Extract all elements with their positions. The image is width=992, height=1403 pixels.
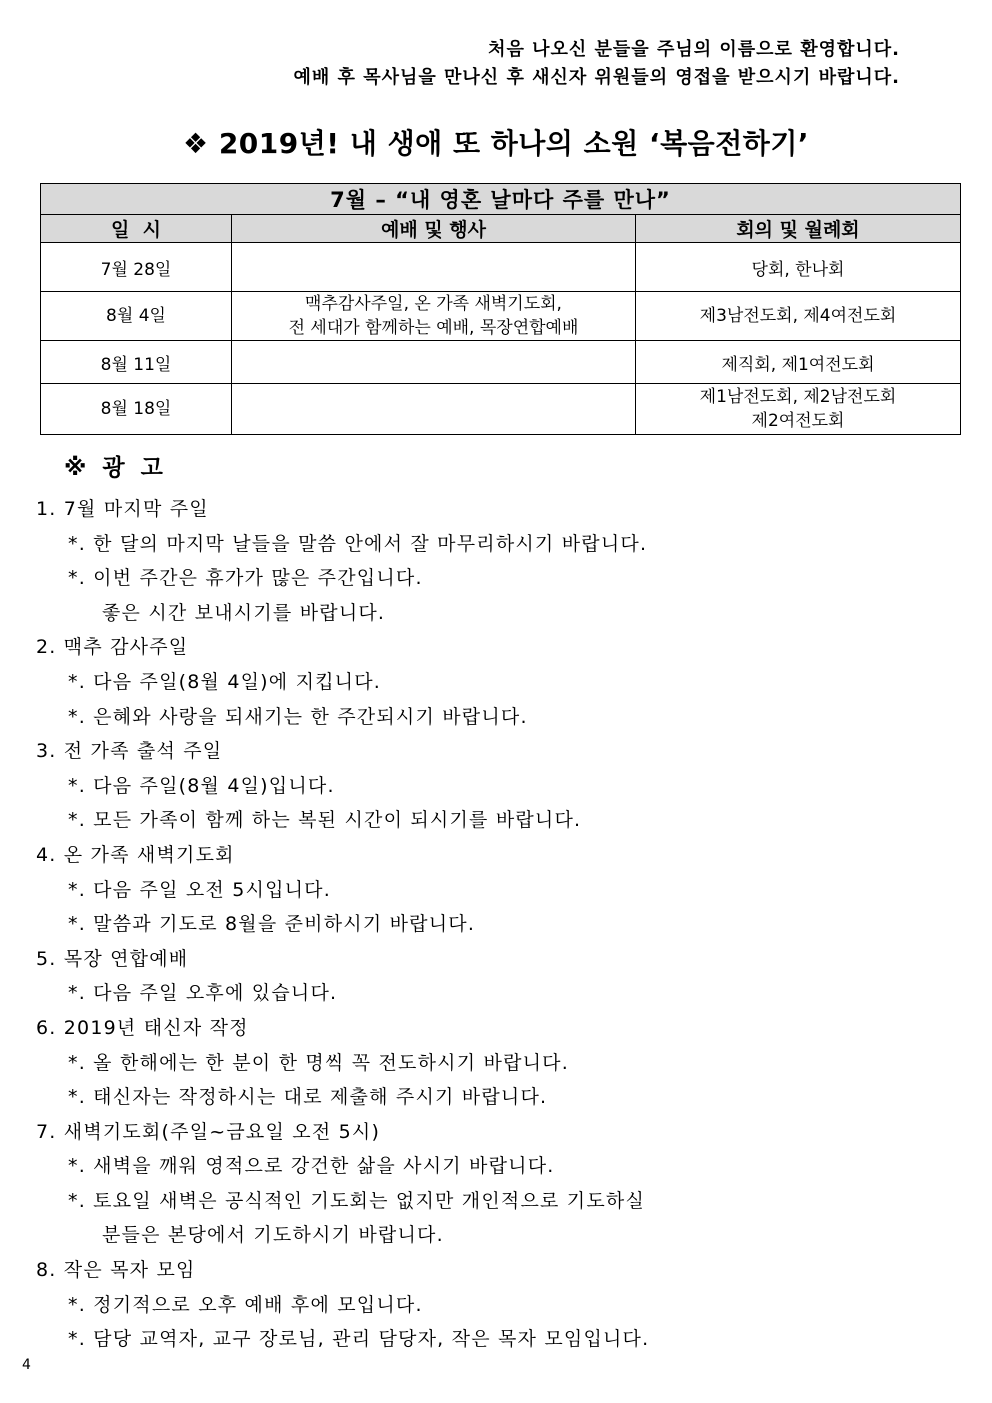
row-meeting: 당회, 한나회 [636, 243, 961, 292]
header-meeting: 회의 및 월례회 [636, 215, 961, 243]
announcements-heading: ※ 광 고 [64, 455, 167, 481]
row-meeting: 제3남전도회, 제4여전도회 [636, 292, 961, 341]
announcement-title: 2. 맥추 감사주일 [36, 636, 189, 659]
announcement-line: *. 다음 주일 오후에 있습니다. [68, 982, 338, 1005]
table-row [41, 384, 961, 435]
row-meeting [636, 384, 961, 435]
announcement-line: *. 정기적으로 오후 예배 후에 모입니다. [68, 1293, 423, 1316]
table-row [41, 292, 961, 341]
announcement-line: *. 이번 주간은 휴가가 많은 주간입니다. [68, 567, 423, 590]
page-title: ❖ 2019년! 내 생애 또 하나의 소원 ‘복음전하기’ [182, 127, 810, 160]
table-row [41, 341, 961, 384]
schedule-month-title: 7월 – “내 영혼 날마다 주를 만나” [41, 184, 961, 215]
announcement-line: *. 말씀과 기도로 8월을 준비하시기 바랍니다. [68, 913, 476, 936]
announcement-title: 1. 7월 마지막 주일 [36, 498, 209, 520]
schedule-table [40, 183, 961, 435]
welcome-message [294, 36, 901, 92]
announcements-list [36, 492, 649, 1357]
announcement-line: *. 다음 주일(8월 4일)에 지킵니다. [68, 670, 382, 693]
header-event: 예배 및 행사 [232, 215, 636, 243]
announcement-title: 6. 2019년 태신자 작정 [36, 1016, 249, 1039]
row-date: 8월 18일 [41, 384, 232, 435]
announcement-title: 8. 작은 목자 모임 [36, 1259, 196, 1282]
announcement-line: *. 모든 가족이 함께 하는 복된 시간이 되시기를 바랍니다. [68, 809, 582, 832]
announcement-line: *. 올 한해에는 한 분이 한 명씩 꼭 전도하시기 바랍니다. [68, 1051, 569, 1074]
welcome-line-1: 처음 나오신 분들을 주님의 이름으로 환영합니다. [488, 39, 900, 60]
meeting-line: 제2여전도회 [751, 411, 845, 431]
row-date: 8월 11일 [41, 341, 232, 384]
row-date: 7월 28일 [41, 243, 232, 292]
announcement-line: *. 다음 주일 오전 5시입니다. [68, 878, 331, 901]
table-row [41, 243, 961, 292]
row-event [232, 341, 636, 384]
announcement-line: *. 태신자는 작정하시는 대로 제출해 주시기 바랍니다. [68, 1086, 548, 1109]
welcome-line-2: 예배 후 목사님을 만나신 후 새신자 위원들의 영접을 받으시기 바랍니다. [293, 67, 900, 88]
announcement-title: 7. 새벽기도회(주일~금요일 오전 5시) [36, 1120, 381, 1143]
announcement-line: *. 다음 주일(8월 4일)입니다. [68, 774, 335, 797]
announcement-line: *. 토요일 새벽은 공식적인 기도회는 없지만 개인적으로 기도하실 [68, 1189, 646, 1212]
row-event [232, 292, 636, 341]
event-line: 맥추감사주일, 온 가족 새벽기도회, [305, 294, 562, 314]
announcement-line: *. 한 달의 마지막 날들을 말씀 안에서 잘 마무리하시기 바랍니다. [68, 532, 648, 555]
announcement-line: *. 새벽을 깨워 영적으로 강건한 삶을 사시기 바랍니다. [68, 1155, 555, 1178]
announcement-line: *. 은혜와 사랑을 되새기는 한 주간되시기 바랍니다. [68, 705, 528, 728]
announcement-continuation: 분들은 본당에서 기도하시기 바랍니다. [102, 1224, 444, 1247]
row-date: 8월 4일 [41, 292, 232, 341]
announcement-title: 4. 온 가족 새벽기도회 [36, 843, 235, 866]
announcement-title: 5. 목장 연합예배 [36, 947, 189, 970]
header-date: 일 시 [41, 215, 232, 243]
row-meeting: 제직회, 제1여전도회 [636, 341, 961, 384]
row-event [232, 384, 636, 435]
announcement-title: 3. 전 가족 출석 주일 [36, 740, 223, 763]
meeting-line: 제1남전도회, 제2남전도회 [699, 387, 897, 407]
announcement-line: *. 담당 교역자, 교구 장로님, 관리 담당자, 작은 목자 모임입니다. [68, 1328, 650, 1351]
row-event [232, 243, 636, 292]
page-number: 4 [22, 1357, 31, 1373]
announcement-continuation: 좋은 시간 보내시기를 바랍니다. [102, 601, 386, 624]
event-line: 전 세대가 함께하는 예배, 목장연합예배 [288, 318, 579, 338]
